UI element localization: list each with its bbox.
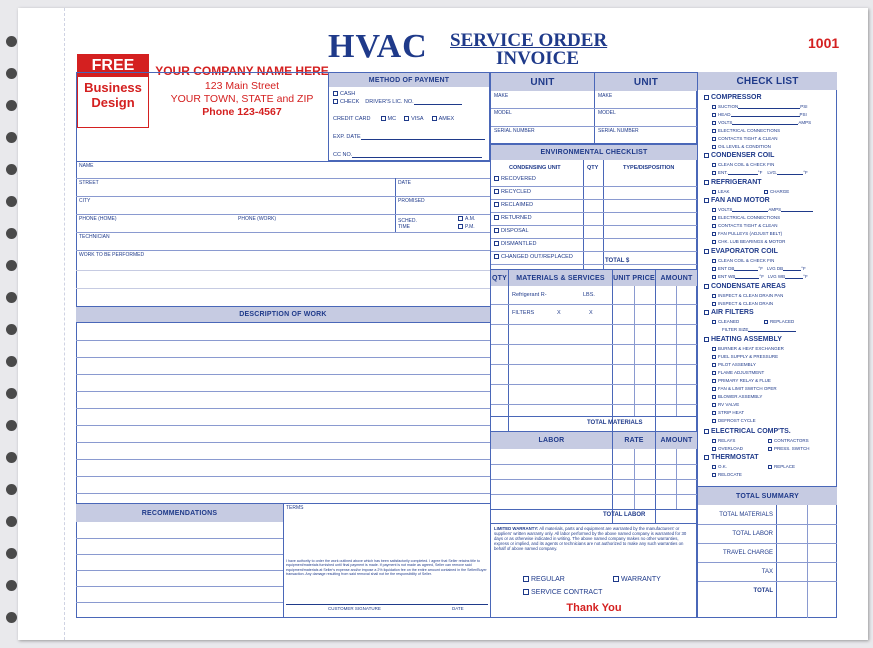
env-row [494, 228, 529, 234]
company-phone: Phone 123-4567 [202, 106, 282, 118]
lvg-db-deg: °F [801, 266, 806, 271]
city-label: CITY [79, 198, 91, 204]
mc-label: MC [387, 116, 397, 122]
ent-db-deg: °F [758, 266, 763, 271]
overload-checkbox[interactable] [712, 447, 716, 451]
charge-checkbox[interactable] [764, 190, 768, 194]
head-field[interactable] [731, 116, 800, 117]
pm-checkbox[interactable] [458, 224, 463, 229]
volts-amps: AMPS [798, 120, 812, 125]
warranty-text [494, 526, 694, 551]
labor-box [490, 431, 697, 523]
date-label: DATE [398, 180, 411, 186]
condenser-coil-label: CONDENSER COIL [711, 152, 775, 159]
heating-item-label: BLOWER ASSEMBLY [718, 394, 763, 399]
lvg-wb-label: LVG WB [767, 274, 786, 279]
fan-volts-field[interactable] [732, 211, 768, 212]
warranty-body: All materials, parts and equipment are warranted by the manufacturers' or suppliers' written warranty only. All labor performed by the above named company is warranted for 30 days or as otherwise indicated in writing. The above named company makes no other warranties, express or implied, and its agents or technicians are not authorized to make any such warranties on behalf of above named company. [494, 526, 687, 551]
ent-wb-deg: °F [759, 274, 764, 279]
contacts-label: CONTACTS TIGHT & CLEAN [718, 136, 778, 141]
labor-col-rate: RATE [613, 432, 655, 449]
relays-label: RELAYS [718, 438, 736, 443]
air-filters-checkbox[interactable] [704, 310, 709, 315]
leak-label: LEAK [718, 189, 730, 194]
overload-label: OVERLOAD [718, 446, 744, 451]
compressor-checkbox[interactable] [704, 95, 709, 100]
lvg-field[interactable] [777, 174, 803, 175]
press-switch-label: PRESS. SWITCH [774, 446, 810, 451]
unit1-model-label: MODEL [494, 110, 512, 116]
heating-item-checkbox[interactable] [712, 379, 716, 383]
cc-no-field[interactable] [352, 157, 482, 158]
perforation-line [64, 8, 65, 640]
cash-checkbox[interactable] [333, 91, 338, 96]
electrical-comps-checkbox[interactable] [704, 429, 709, 434]
relocate-checkbox[interactable] [712, 473, 716, 477]
filters-x2: X [589, 310, 593, 316]
env-row-label: RETURNED [501, 215, 532, 221]
lvg-wb-deg: °F [803, 274, 808, 279]
invoice-sheet [18, 8, 868, 640]
env-row [494, 254, 573, 260]
suction-field[interactable] [738, 108, 800, 109]
exp-date-field[interactable] [361, 139, 485, 140]
env-row-label: RECYCLED [501, 189, 531, 195]
cc-no-label: CC NO. [333, 152, 353, 158]
summary-box [697, 486, 837, 618]
heating-item-checkbox[interactable] [712, 395, 716, 399]
title-service-order: SERVICE ORDER [450, 30, 608, 51]
fan-volts-label: VOLTS [718, 207, 733, 212]
heating-item [712, 386, 777, 391]
ent-db-label: ENT DB [718, 266, 735, 271]
filters-label: FILTERS [512, 310, 535, 316]
fan-elec-checkbox[interactable] [712, 216, 716, 220]
refrigerant-checkbox[interactable] [704, 180, 709, 185]
checklist-heading: CHECK LIST [698, 72, 837, 90]
press-switch-checkbox[interactable] [768, 447, 772, 451]
labor-col-labor: LABOR [491, 432, 612, 449]
phone-home-label: PHONE (HOME) [79, 216, 117, 222]
fan-pulleys-checkbox[interactable] [712, 232, 716, 236]
materials-box [490, 269, 697, 431]
volts-checkbox[interactable] [712, 121, 716, 125]
check-checkbox[interactable] [333, 99, 338, 104]
contractors-checkbox[interactable] [768, 439, 772, 443]
time-label: TIME [398, 224, 410, 230]
evap-clean-label: CLEAN COIL & CHECK FIN [718, 258, 775, 263]
fan-contacts-label: CONTACTS TIGHT & CLEAN [718, 223, 778, 228]
binding-hole [6, 100, 17, 111]
fan-elec-label: ELECTRICAL CONNECTIONS [718, 215, 781, 220]
binding-hole [6, 68, 17, 79]
ent-checkbox[interactable] [712, 171, 716, 175]
badge-business: Business [84, 80, 142, 95]
replaced-checkbox[interactable] [764, 320, 768, 324]
total-labor-label: TOTAL LABOR [603, 512, 646, 518]
company-city: YOUR TOWN, STATE and ZIP [170, 93, 314, 105]
regular-label: REGULAR [531, 576, 565, 583]
service-contract-checkbox[interactable] [523, 589, 529, 595]
oil-checkbox[interactable] [712, 145, 716, 149]
mat-col-materials: MATERIALS & SERVICES [509, 270, 612, 286]
heating-item-label: PRIMARY RELAY & FLUE [718, 378, 771, 383]
clean-coil-checkbox[interactable] [712, 163, 716, 167]
heating-item-checkbox[interactable] [712, 371, 716, 375]
service-contract-label: SERVICE CONTRACT [531, 589, 603, 596]
binding-hole [6, 420, 17, 431]
elec-conn-label: ELECTRICAL CONNECTIONS [718, 128, 781, 133]
env-total-label: TOTAL $ [605, 258, 630, 264]
heating-item [712, 378, 771, 383]
street-label: STREET [79, 180, 99, 186]
fan-motor-label: FAN AND MOTOR [711, 197, 770, 204]
heating-item [712, 402, 739, 407]
total-materials-label: TOTAL MATERIALS [587, 420, 643, 426]
ent-label: ENT. [718, 170, 728, 175]
volts-field[interactable] [732, 124, 798, 125]
badge-free: FREE [78, 55, 148, 77]
heating-item-checkbox[interactable] [712, 355, 716, 359]
ent-wb-field[interactable] [735, 278, 759, 279]
heating-item [712, 346, 784, 351]
binding-hole [6, 548, 17, 559]
binding-hole [6, 356, 17, 367]
binding-hole [6, 292, 17, 303]
filter-size-label: FILTER SIZE [722, 327, 749, 332]
head-psi: PSI [799, 112, 807, 117]
title-hvac: HVAC [328, 28, 428, 65]
cleaned-label: CLEANED [718, 319, 740, 324]
elec-conn-checkbox[interactable] [712, 129, 716, 133]
am-checkbox[interactable] [458, 216, 463, 221]
heating-item-checkbox[interactable] [712, 347, 716, 351]
condensate-checkbox[interactable] [704, 284, 709, 289]
env-row-checkbox[interactable] [494, 228, 499, 233]
heating-item-checkbox[interactable] [712, 403, 716, 407]
heating-item [712, 362, 756, 367]
mat-col-amount: AMOUNT [656, 270, 697, 286]
evaporator-checkbox[interactable] [704, 249, 709, 254]
heating-item-checkbox[interactable] [712, 387, 716, 391]
binding-hole [6, 516, 17, 527]
suction-checkbox[interactable] [712, 105, 716, 109]
binding-hole [6, 132, 17, 143]
summary-row-label: TOTAL [753, 588, 773, 594]
suction-label: SUCTION [718, 104, 739, 109]
fan-amps-field[interactable] [781, 211, 813, 212]
ent-deg: °F [757, 170, 763, 175]
exp-date-label: EXP. DATE [333, 134, 361, 140]
env-row [494, 189, 531, 195]
thermostat-checkbox[interactable] [704, 455, 709, 460]
refrigerant-heading: REFRIGERANT [711, 179, 762, 186]
heating-item-label: PILOT ASSEMBLY [718, 362, 756, 367]
evap-clean-checkbox[interactable] [712, 259, 716, 263]
unit-heading-1: UNIT [491, 73, 594, 91]
lvg-wb-field[interactable] [785, 278, 803, 279]
regular-checkbox[interactable] [523, 576, 529, 582]
badge-design: Design [91, 95, 135, 110]
lvg-deg: °F [803, 170, 808, 175]
env-row-checkbox[interactable] [494, 254, 499, 259]
drain-pan-checkbox[interactable] [712, 294, 716, 298]
payment-heading: METHOD OF PAYMENT [329, 73, 489, 87]
heating-item-label: RV VALVE [718, 402, 740, 407]
signature-date-label: DATE [452, 606, 464, 611]
cleaned-checkbox[interactable] [712, 320, 716, 324]
unit1-serial-label: SERIAL NUMBER [494, 128, 535, 134]
environmental-heading: ENVIRONMENTAL CHECKLIST [491, 144, 697, 160]
lvg-db-label: LVG DB [766, 266, 784, 271]
customer-top-line [76, 161, 490, 162]
warranty-checkbox[interactable] [613, 576, 619, 582]
heating-item [712, 354, 778, 359]
fan-pulleys-label: FAN PULLEYS (ADJUST BELT) [718, 231, 783, 236]
heating-item-label: STRIP HEAT [718, 410, 745, 415]
env-row-label: DISPOSAL [501, 228, 529, 234]
terms-label: TERMS [286, 505, 304, 511]
summary-heading: TOTAL SUMMARY [698, 487, 837, 505]
unit2-serial-label: SERIAL NUMBER [598, 128, 639, 134]
authorization-text: I have authority to order the work outlined above which has been satisfactorily completed. I agree that Seller retains title to equipment/materials furnished until final payment is made. If payment is not made as agreed, Seller can remove said equipment/materials at Seller's expense and/or impose a 2% liquidation fee on the entire amount contained in the Seller/Buyer transaction. Any damage resulting from said removal shall not be the responsibility of Seller. [286, 559, 487, 577]
mc-checkbox[interactable] [381, 116, 386, 121]
title-invoice: INVOICE [496, 48, 580, 69]
drain-pan-label: INSPECT & CLEAN DRAIN PAN [718, 293, 784, 298]
phone-work-label: PHONE (WORK) [238, 216, 277, 222]
binding-hole [6, 196, 17, 207]
env-row-checkbox[interactable] [494, 215, 499, 220]
unit1-make-label: MAKE [494, 93, 509, 99]
evaporator-label: EVAPORATOR COIL [711, 248, 778, 255]
amex-label: AMEX [438, 116, 455, 122]
electrical-comps-label: ELECTRICAL COMP'TS. [711, 428, 791, 435]
unit2-make-label: MAKE [598, 93, 613, 99]
heating-item-checkbox[interactable] [712, 411, 716, 415]
ent-wb-checkbox[interactable] [712, 275, 716, 279]
visa-label: VISA [411, 116, 424, 122]
replaced-label: REPLACED [770, 319, 795, 324]
env-row [494, 202, 533, 208]
fan-contacts-checkbox[interactable] [712, 224, 716, 228]
heating-item-label: FLAME ADJUSTMENT [718, 370, 765, 375]
heating-label: HEATING ASSEMBLY [711, 336, 782, 343]
heating-item-checkbox[interactable] [712, 419, 716, 423]
charge-label: CHARGE [770, 189, 790, 194]
heating-checkbox[interactable] [704, 337, 709, 342]
env-row-label: DISMANTLED [501, 241, 537, 247]
warranty-title: LIMITED WARRANTY: [494, 526, 539, 531]
labor-col-amount: AMOUNT [656, 432, 697, 449]
env-col-type: TYPE/DISPOSITION [623, 165, 675, 171]
credit-card-label: CREDIT CARD [333, 116, 371, 122]
name-label: NAME [79, 163, 94, 169]
env-row [494, 241, 536, 247]
summary-row-label: TAX [761, 569, 773, 575]
filter-size-field[interactable] [748, 331, 796, 332]
contacts-checkbox[interactable] [712, 137, 716, 141]
compressor-label: COMPRESSOR [711, 94, 762, 101]
head-label: HEAD [718, 112, 731, 117]
replace-checkbox[interactable] [768, 465, 772, 469]
thermostat-label: THERMOSTAT [711, 454, 759, 461]
clean-coil-label: CLEAN COIL & CHECK FIN [718, 162, 775, 167]
env-row [494, 176, 536, 182]
mat-col-unit-price: UNIT PRICE [613, 270, 655, 286]
heating-item-label: FAN & LIMIT SWITCH OPER [718, 386, 777, 391]
ok-label: O.K. [718, 464, 728, 469]
heating-item-checkbox[interactable] [712, 363, 716, 367]
ent-db-field[interactable] [734, 270, 758, 271]
condenser-coil-checkbox[interactable] [704, 153, 709, 158]
fan-amps-label: AMPS [768, 207, 782, 212]
drivers-lic-field[interactable] [414, 104, 462, 105]
binding-hole [6, 228, 17, 239]
env-col-qty: QTY [587, 165, 599, 171]
binding-hole [6, 580, 17, 591]
binding-hole [6, 164, 17, 175]
heating-item-label: DEFROST CYCLE [718, 418, 756, 423]
payment-box [328, 72, 490, 161]
env-row-label: RECOVERED [501, 176, 536, 182]
suction-psi: PSI [800, 104, 808, 109]
replace-label: REPLACE [774, 464, 796, 469]
invoice-number: 1001 [808, 35, 840, 51]
promised-label: PROMISED [398, 198, 425, 204]
amex-checkbox[interactable] [432, 116, 437, 121]
volts-label: VOLTS [718, 120, 733, 125]
heating-item [712, 370, 764, 375]
company-name: YOUR COMPANY NAME HERE [155, 64, 329, 78]
binding-hole [6, 388, 17, 399]
env-row-checkbox[interactable] [494, 189, 499, 194]
env-row-label: RECLAIMED [501, 202, 534, 208]
work-to-be-performed-label: WORK TO BE PERFORMED [79, 252, 145, 258]
mat-col-qty: QTY [491, 270, 508, 286]
head-checkbox[interactable] [712, 113, 716, 117]
condensate-label: CONDENSATE AREAS [711, 283, 786, 290]
unit-heading-2: UNIT [595, 73, 697, 91]
env-row-label: CHANGED OUT/REPLACED [501, 254, 573, 260]
filters-x1: X [557, 310, 561, 316]
env-row-checkbox[interactable] [494, 176, 499, 181]
binding-hole [6, 484, 17, 495]
binding-hole [6, 36, 17, 47]
relocate-label: RELOCATE [718, 472, 742, 477]
recommendations-heading: RECOMMENDATIONS [76, 504, 283, 522]
heating-item [712, 394, 762, 399]
warranty-box [490, 523, 697, 618]
binding-hole [6, 324, 17, 335]
drain-checkbox[interactable] [712, 302, 716, 306]
env-col-condensing: CONDENSING UNIT [509, 165, 561, 171]
lvg-db-field[interactable] [783, 270, 801, 271]
pm-label: P.M. [465, 224, 475, 230]
relays-checkbox[interactable] [712, 439, 716, 443]
contractors-label: CONTRACTORS [774, 438, 809, 443]
thank-you: Thank You [566, 602, 622, 614]
chk-lube-checkbox[interactable] [712, 240, 716, 244]
recommendation-lines[interactable] [76, 522, 283, 618]
fan-motor-checkbox[interactable] [704, 198, 709, 203]
leak-checkbox[interactable] [712, 190, 716, 194]
am-label: A.M. [465, 216, 476, 222]
heating-item [712, 418, 756, 423]
fan-volts-checkbox[interactable] [712, 208, 716, 212]
description-heading: DESCRIPTION OF WORK [76, 306, 490, 323]
summary-row-label: TOTAL LABOR [732, 531, 773, 537]
drivers-lic-label: DRIVER'S LIC. NO. [365, 99, 414, 105]
technician-label: TECHNICIAN [79, 234, 110, 240]
ent-wb-label: ENT WB [718, 274, 736, 279]
oil-label: OIL LEVEL & CONDITION [718, 144, 771, 149]
sched-label: SCHED. [398, 218, 417, 224]
summary-row-label: TOTAL MATERIALS [719, 512, 773, 518]
checklist-box [697, 72, 837, 486]
env-row-checkbox[interactable] [494, 241, 499, 246]
lbs-label: LBS. [583, 292, 595, 298]
check-label: CHECK [340, 99, 360, 105]
chk-lube-label: CHK. LUB BEARINGS & MOTOR [718, 239, 786, 244]
ent-field[interactable] [728, 174, 758, 175]
unit-box [490, 72, 697, 144]
binding-hole [6, 612, 17, 623]
lvg-label: LVG. [767, 170, 778, 175]
customer-signature-label: CUSTOMER SIGNATURE [328, 606, 381, 611]
description-lines[interactable] [76, 323, 490, 503]
ent-db-checkbox[interactable] [712, 267, 716, 271]
env-row-checkbox[interactable] [494, 202, 499, 207]
summary-row-label: TRAVEL CHARGE [722, 550, 773, 556]
environmental-box [490, 144, 697, 269]
warranty-label: WARRANTY [621, 576, 661, 583]
cash-label: CASH [340, 91, 356, 97]
env-row [494, 215, 532, 221]
ok-checkbox[interactable] [712, 465, 716, 469]
heating-item-label: BURNER & HEAT EXCHANGER [718, 346, 784, 351]
unit2-model-label: MODEL [598, 110, 616, 116]
refrigerant-label: Refrigerant R- [512, 292, 547, 298]
binding-hole [6, 260, 17, 271]
binding-hole [6, 452, 17, 463]
company-street: 123 Main Street [204, 80, 280, 92]
visa-checkbox[interactable] [404, 116, 409, 121]
heating-item-label: FUEL SUPPLY & PRESSURE [718, 354, 779, 359]
drain-label: INSPECT & CLEAN DRAIN [718, 301, 774, 306]
air-filters-label: AIR FILTERS [711, 309, 754, 316]
heating-item [712, 410, 744, 415]
